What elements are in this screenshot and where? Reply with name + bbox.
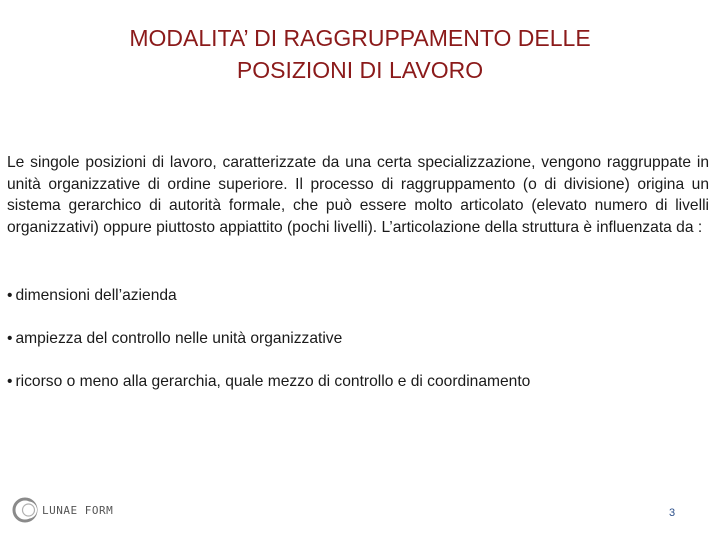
slide-title-line-1: MODALITA’ DI RAGGRUPPAMENTO DELLE xyxy=(129,25,591,51)
bullet-list xyxy=(7,286,709,415)
crescent-moon-icon xyxy=(12,495,38,525)
lunae-form-logo xyxy=(12,494,113,526)
bullet-item xyxy=(7,372,709,392)
bullet-marker: • xyxy=(7,330,13,347)
bullet-item xyxy=(7,329,709,349)
bullet-text: ricorso o meno alla gerarchia, quale mezzo di controllo e di coordinamento xyxy=(15,373,531,390)
bullet-marker: • xyxy=(7,287,13,304)
logo-text: LUNAE FORM xyxy=(42,503,114,517)
page-number: 3 xyxy=(668,507,676,519)
bullet-item xyxy=(7,286,709,306)
bullet-text: ampiezza del controllo nelle unità organizzative xyxy=(15,330,343,347)
bullet-text: dimensioni dell’azienda xyxy=(15,287,177,304)
slide-title-line-2: POSIZIONI DI LAVORO xyxy=(236,57,484,83)
intro-paragraph: Le singole posizioni di lavoro, caratterizzate da una certa specializzazione, vengono raggruppate in unità organizzative di ordine superiore. Il processo di raggruppamento (o di divisione) origina un sistema gerarchico di autorità formale, che può essere molto articolato (elevato numero di livelli organizzativi) oppure piuttosto appiattito (pochi livelli). L’articolazione della struttura è influenzata da : xyxy=(7,154,709,236)
bullet-marker: • xyxy=(7,373,13,390)
slide-title xyxy=(40,22,680,86)
